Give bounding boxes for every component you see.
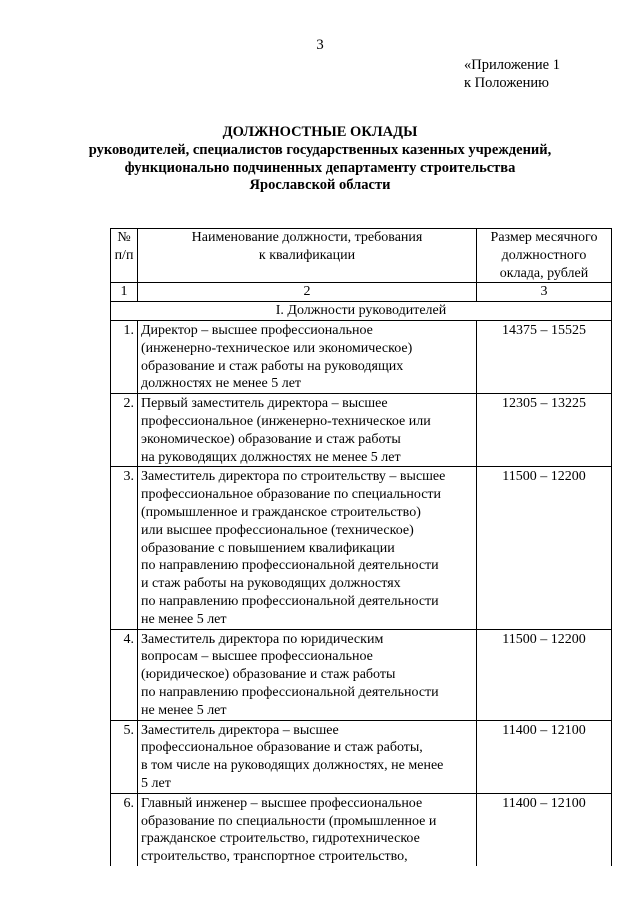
salary-range: 11500 – 12200 <box>477 629 612 720</box>
header-salary-line: Размер месячного <box>490 230 598 245</box>
table-header-row <box>111 229 612 283</box>
row-number: 1. <box>111 320 138 393</box>
description-line: по направлению профессиональной деятельности <box>141 558 439 574</box>
row-number: 3. <box>111 467 138 629</box>
table-row <box>111 394 612 467</box>
description-line: (инженерно-техническое или экономическое) <box>141 340 413 356</box>
appendix-line-1: «Приложение 1 <box>464 57 560 73</box>
description-line: и стаж работы на руководящих должностях <box>141 576 401 592</box>
description-line: 5 лет <box>141 775 171 791</box>
row-number: 5. <box>111 720 138 793</box>
table-row <box>111 629 612 720</box>
salary-range: 11500 – 12200 <box>477 467 612 629</box>
table-row <box>111 720 612 793</box>
table-row <box>111 467 612 629</box>
position-description <box>138 793 477 866</box>
header-number-line: п/п <box>114 247 134 263</box>
description-line: профессиональное образование и стаж работы, <box>141 740 423 756</box>
description-line: (промышленное и гражданское строительство) <box>141 504 421 520</box>
salary-table <box>110 228 612 866</box>
column-number: 2 <box>138 283 477 302</box>
salary-range: 12305 – 13225 <box>477 394 612 467</box>
header-position-line: к квалификации <box>258 247 356 263</box>
description-line: строительство, транспортное строительство, <box>141 849 408 865</box>
row-number: 2. <box>111 394 138 467</box>
description-line: (юридическое) образование и стаж работы <box>141 667 396 683</box>
description-line: Директор – высшее профессиональное <box>141 322 373 338</box>
description-line: профессиональное образование по специальности <box>141 487 442 503</box>
table-row <box>111 793 612 866</box>
header-number-line: № <box>117 230 131 245</box>
header-number <box>111 229 138 283</box>
column-number: 1 <box>111 283 138 302</box>
header-position-line: Наименование должности, требования <box>191 230 423 245</box>
description-line: образование с повышением квалификации <box>141 540 395 556</box>
section-title: I. Должности руководителей <box>111 302 612 321</box>
appendix-note <box>464 56 560 92</box>
appendix-line-2: к Положению <box>464 75 549 91</box>
description-line: не менее 5 лет <box>141 611 227 627</box>
position-description <box>138 320 477 393</box>
position-description <box>138 467 477 629</box>
description-line: образование по специальности (промышленное и <box>141 813 437 829</box>
column-number-row <box>111 283 612 302</box>
description-line: вопросам – высшее профессиональное <box>141 649 373 665</box>
salary-range: 11400 – 12100 <box>477 793 612 866</box>
description-line: по направлению профессиональной деятельности <box>141 684 439 700</box>
title-line-3: функционально подчиненных департаменту строительства <box>124 159 516 176</box>
description-line: Главный инженер – высшее профессиональное <box>141 795 423 811</box>
title-line-4: Ярославской области <box>249 177 391 194</box>
description-line: по направлению профессиональной деятельности <box>141 593 439 609</box>
description-line: профессиональное (инженерно-техническое или <box>141 413 431 429</box>
position-description <box>138 394 477 467</box>
table-row <box>111 320 612 393</box>
row-number: 6. <box>111 793 138 866</box>
description-line: Заместитель директора по юридическим <box>141 631 384 647</box>
title-line-2: руководителей, специалистов государственных казенных учреждений, <box>88 141 552 158</box>
description-line: гражданское строительство, гидротехническое <box>141 831 420 847</box>
description-line: Первый заместитель директора – высшее <box>141 396 388 412</box>
description-line: образование и стаж работы на руководящих <box>141 358 404 374</box>
description-line: экономическое) образование и стаж работы <box>141 431 401 447</box>
description-line: Заместитель директора по строительству – высшее <box>141 469 446 485</box>
header-salary-line: должностного <box>501 247 587 263</box>
row-number: 4. <box>111 629 138 720</box>
title-line-1: ДОЛЖНОСТНЫЕ ОКЛАДЫ <box>222 124 418 140</box>
description-line: не менее 5 лет <box>141 702 227 718</box>
salary-range: 14375 – 15525 <box>477 320 612 393</box>
header-salary <box>477 229 612 283</box>
column-number: 3 <box>477 283 612 302</box>
document-title <box>0 124 640 195</box>
description-line: должностях не менее 5 лет <box>141 376 302 392</box>
description-line: или высшее профессиональное (техническое) <box>141 522 414 538</box>
position-description <box>138 720 477 793</box>
table-body <box>111 320 612 865</box>
description-line: на руководящих должностях не менее 5 лет <box>141 449 401 465</box>
section-row <box>111 302 612 321</box>
position-description <box>138 629 477 720</box>
description-line: Заместитель директора – высшее <box>141 722 339 738</box>
description-line: в том числе на руководящих должностях, не менее <box>141 758 444 774</box>
header-position <box>138 229 477 283</box>
header-salary-line: оклада, рублей <box>499 265 589 281</box>
salary-range: 11400 – 12100 <box>477 720 612 793</box>
page-number: 3 <box>316 37 324 53</box>
